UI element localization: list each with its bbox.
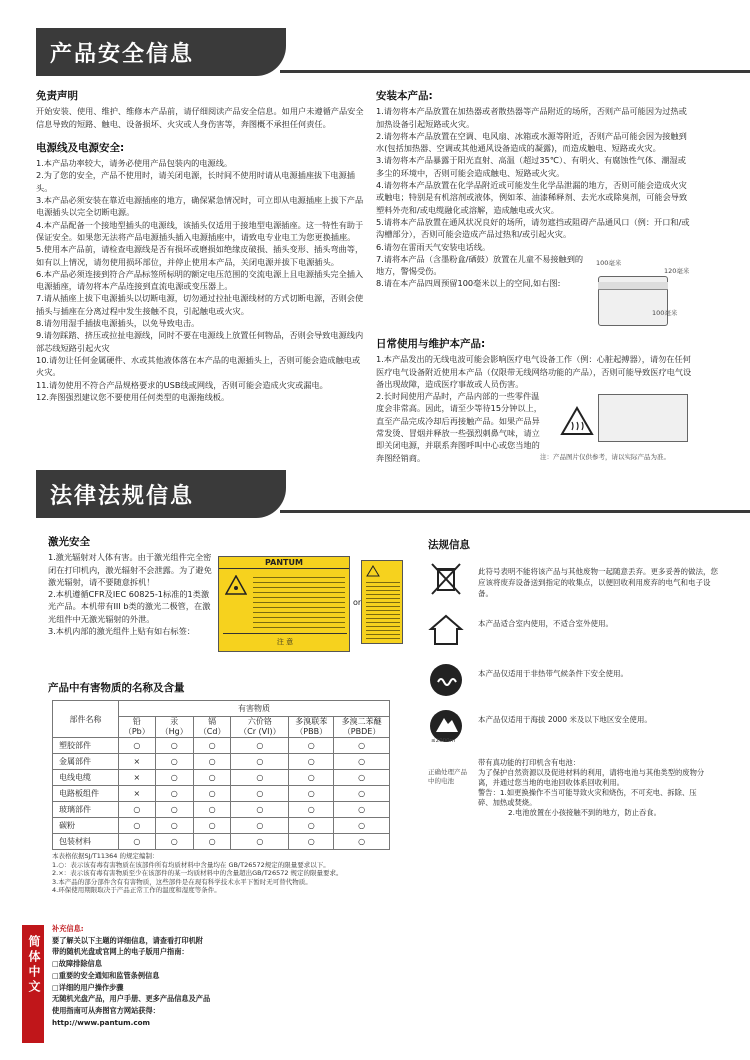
hazard-substance-symbol: （PBB）: [295, 727, 328, 736]
install-heading: 安装本产品:: [376, 90, 433, 102]
disclaimer-text: 开始安装、使用、维护、维修本产品前，请仔细阅读产品安全信息。如用户未遵循产品安全信息导致的短路、触电、设备损坏、火灾或人身伤害等，奔图概不承担任何责任。: [36, 106, 364, 129]
power-item: 11.请勿使用不符合产品规格要求的USB线或网线，否则可能会造成火灾或漏电。: [36, 379, 328, 390]
or-separator: or: [353, 598, 362, 607]
hazard-column-header: [231, 717, 289, 738]
hazard-note: 本表格依据SJ/T11364 的规定编制：: [52, 852, 159, 860]
hazard-value-cell: ○: [289, 834, 334, 850]
hazard-substance-symbol: （Hg）: [160, 727, 188, 736]
hazard-value-cell: ○: [193, 738, 231, 754]
power-item: 3.本产品必须安装在靠近电源插座的地方，确保紧急情况时，可立即从电源插座上拔下产品电源插头以完全切断电源。: [36, 195, 364, 218]
legal-section-banner: [36, 470, 286, 518]
altitude-icon-label: ≤2000m: [431, 738, 455, 744]
label-caution: 注 意: [223, 633, 347, 649]
daily-heading: 日常使用与维护本产品:: [376, 338, 486, 350]
part-name-cell: 玻璃部件: [53, 802, 119, 818]
hazard-value-cell: ○: [155, 802, 193, 818]
hazard-notes: [52, 852, 392, 895]
battery-text: 警告：1.如更换操作不当可能导致火灾和烧伤，不可充电、拆除、压碎、加热或焚烧。: [478, 788, 697, 807]
disclaimer-heading: 免责声明: [36, 90, 78, 102]
hazard-heading: 产品中有害物质的名称及含量: [48, 682, 185, 694]
laser-warning-label-alt: [361, 560, 403, 644]
part-name-cell: 金属部件: [53, 754, 119, 770]
regulation-weee: [428, 560, 718, 602]
battery-text: 带有真功能的打印机含有电池：: [478, 758, 581, 767]
website-link[interactable]: http://www.pantum.com: [52, 1017, 151, 1027]
hazard-value-cell: ○: [231, 786, 289, 802]
hazard-value-cell: ○: [231, 802, 289, 818]
hazard-value-cell: ○: [193, 770, 231, 786]
power-item: 12.奔图强烈建议您不要使用任何类型的电源拖线板。: [36, 391, 230, 402]
table-row: [53, 754, 390, 770]
regulation-indoor: [428, 612, 718, 654]
label-brand: PANTUM: [219, 557, 349, 569]
laser-warning-icon: [225, 575, 247, 595]
hazard-value-cell: ○: [231, 738, 289, 754]
hazard-value-cell: ○: [155, 770, 193, 786]
hazard-column-header: [334, 717, 390, 738]
install-item: 6.请勿在雷雨天气安装电话线。: [376, 241, 491, 252]
power-item: 5.使用本产品前，请检查电源线是否有损坏或磨损如绝缘皮破损、插头变形、插头弯曲等，如有以上情况，请勿使用损坏部位，并停止使用本产品，关闭电源并拔下电源插头。: [36, 244, 364, 267]
part-name-cell: 电线电缆: [53, 770, 119, 786]
power-item: 8.请勿用湿手插拔电源插头，以免导致电击。: [36, 318, 200, 329]
image-note: 注：产品图片仅供参考，请以实际产品为准。: [540, 453, 670, 461]
left-column-safety: [36, 86, 364, 403]
hazard-value-cell: ○: [334, 754, 390, 770]
hazard-value-cell: ○: [193, 818, 231, 834]
supplement-line: 要了解关以下主题的详细信息，请查看打印机附: [52, 935, 203, 945]
supplement-line: 无随机光盘产品，用户手册、更多产品信息及产品: [52, 994, 211, 1004]
regulation-altitude: [428, 708, 718, 750]
hazard-column-header: [193, 717, 231, 738]
hazard-note: 4.环保使用期限取决于产品正常工作的温度和湿度等条件。: [52, 886, 221, 894]
part-name-cell: 包装材料: [53, 834, 119, 850]
hazard-value-cell: ○: [334, 738, 390, 754]
power-item: 9.请勿踩踏、挤压或拉扯电源线，同时不要在电源线上放置任何物品，否则会导致电源线内部芯线短路引起火灾: [36, 330, 364, 353]
part-name-cell: 碳粉: [53, 818, 119, 834]
safety-section-banner: [36, 28, 286, 76]
regulations-heading: 法规信息: [428, 539, 470, 551]
supplement-block: [52, 923, 210, 1028]
regulation-text: 本产品适合室内使用，不适合室外使用。: [478, 619, 613, 628]
hazard-value-cell: ○: [231, 818, 289, 834]
supplement-line: □详细的用户操作步骤: [52, 982, 124, 992]
clearance-top-label: 100毫米: [596, 259, 622, 267]
section-divider: [280, 70, 750, 73]
hazard-header-row: [53, 701, 390, 717]
install-item: 5.请将本产品放置在通风状况良好的场所，请勿遮挡或阻碍产品通风口（例：开口和/或沟槽部分），否则可能会造成产品过热和/或引起火灾。: [376, 216, 690, 240]
hazard-value-cell: ○: [334, 802, 390, 818]
install-item: 3.请勿将本产品暴露于阳光直射、高温（超过35℃）、有明火、有腐蚀性气体、潮湿或多尘的环境中，否则可能会造成触电、短路或火灾。: [376, 155, 686, 178]
hazard-note: 1.○：表示该有毒有害物质在该部件所有均质材料中含量均在 GB/T26572规定的限量要求以下。: [52, 860, 330, 869]
table-row: [53, 738, 390, 754]
hazard-value-cell: ○: [231, 770, 289, 786]
climate-icon: [428, 662, 464, 698]
legal-section-title: 法律法规信息: [50, 484, 195, 509]
regulation-text: 本产品仅适用于非热带气候条件下安全使用。: [478, 669, 628, 678]
hazard-substance-symbol: （Pb）: [123, 727, 150, 736]
hazard-substance-symbol: （Cd）: [198, 727, 226, 736]
laser-heading: 激光安全: [48, 536, 90, 548]
install-item: 8.请在本产品四周预留100毫米以上的空间,如右图:: [376, 278, 561, 289]
section-divider: [280, 510, 750, 513]
hazard-value-cell: ○: [231, 754, 289, 770]
hazard-substance-symbol: （Cr (VI)）: [239, 727, 281, 736]
battery-text: 2.电池放置在小孩接触不到的地方，防止吞食。: [508, 808, 661, 817]
hot-surface-warning-icon: [560, 406, 594, 436]
clearance-side-label: 120毫米: [664, 267, 690, 275]
laser-item: 3.本机内部的激光组件上贴有如右标签：: [48, 626, 195, 637]
language-label: 简体中文: [27, 935, 41, 995]
table-row: [53, 770, 390, 786]
hazard-value-cell: ○: [289, 754, 334, 770]
hazard-value-cell: ○: [289, 802, 334, 818]
clearance-front-label: 100毫米: [652, 309, 678, 317]
laser-item: 1.激光辐射对人体有害。由于激光组件完全密闭在打印机内，激光辐射不会泄露。为了避免激光辐射，请不要随意拆机！: [48, 552, 212, 587]
hazard-value-cell: ○: [334, 818, 390, 834]
label-fine-print-alt: [366, 579, 400, 639]
laser-block: [48, 532, 216, 637]
hazard-value-cell: ○: [193, 786, 231, 802]
hazard-column-header: [119, 717, 156, 738]
hazard-value-cell: ○: [193, 754, 231, 770]
printer-tray: [598, 282, 668, 290]
regulation-text: 此符号表明不能将该产品与其他废物一起随意丢弃。更多妥善的做法，您应该将废弃设备送到指定的收集点，以便回收利用废弃的电气和电子设备。: [478, 567, 718, 598]
hazard-substance-name: 镉: [208, 717, 217, 726]
hazard-substance-name: 多溴联苯: [295, 717, 328, 726]
safety-section-title: 产品安全信息: [50, 42, 195, 67]
power-item: 6.本产品必须连接到符合产品标签所标明的额定电压范围的交流电源上且电源插头完全插入电源插座，请勿将本产品连接到直流电源或变压器上。: [36, 268, 364, 292]
hazard-substance-symbol: （PBDE）: [342, 727, 381, 736]
power-item: 7.请从插座上拔下电源插头以切断电源，切勿通过拉扯电源线材的方式切断电源，否则会使插头与插座在分离过程中发生接触不良，引起触电或火灾。: [36, 293, 364, 316]
battery-side-label: 正确处理产品中的电池: [428, 768, 467, 785]
supplement-line: □故障排除信息: [52, 959, 102, 969]
hot-surface-illustration: [558, 392, 692, 444]
hazard-column-header: [289, 717, 334, 738]
hazard-value-cell: ○: [289, 770, 334, 786]
daily-item: 2.长时间使用产品时，产品内部的一些零件温度会非常高。因此，请至少等待15分钟以上，直至产品完成冷却后再接触产品。如果产品异常发烫、冒烟并释放一些强烈刺鼻气味，请立即关闭电源，并联系奔图呼叫中心或您当地的奔图经销商。: [376, 391, 542, 463]
hazard-value-cell: ○: [119, 738, 156, 754]
hazard-group-header: 有害物质: [119, 701, 390, 717]
supplement-line: 使用指南可从奔图官方网站获得：: [52, 1005, 160, 1015]
hazard-value-cell: ○: [155, 786, 193, 802]
clearance-diagram: [590, 258, 700, 338]
part-name-cell: 电路板组件: [53, 786, 119, 802]
hazard-substance-name: 多溴二苯醚: [341, 717, 382, 726]
house-icon: [428, 612, 464, 648]
hazard-value-cell: ○: [334, 786, 390, 802]
hazard-substance-name: 六价铬: [247, 717, 272, 726]
daily-item: 1.本产品发出的无线电波可能会影响医疗电气设备工作（例：心脏起搏器），请勿在任何医疗电气设备附近使用本产品（仅限带无线网络功能的产品），否则可能导致医疗电气设备出现故障，造成医疗事故或人员伤害。: [376, 354, 692, 389]
table-row: [53, 786, 390, 802]
hazard-value-cell: ○: [119, 818, 156, 834]
crossed-bin-icon: [428, 560, 464, 596]
hazard-substance-name: 铅: [132, 717, 141, 726]
hazard-value-cell: ○: [334, 834, 390, 850]
hazard-substance-name: 汞: [170, 717, 179, 726]
hazard-value-cell: ○: [155, 818, 193, 834]
part-name-cell: 塑胶部件: [53, 738, 119, 754]
hazard-note: 3.本产品的部分部件含有有害物质，这些部件是在现有科学技术水平下暂时无可替代物质。: [52, 877, 312, 886]
supplement-line: □重要的安全通知和监管条例信息: [52, 970, 160, 980]
regulation-text: 本产品仅适用于海拔 2000 米及以下地区安全使用。: [478, 715, 652, 724]
hazard-table: [52, 700, 390, 850]
hazard-value-cell: ○: [334, 770, 390, 786]
power-item: 10.请勿让任何金属硬件、水或其他液体落在本产品的电源插头上，否则可能会造成触电或火灾。: [36, 354, 361, 378]
hazard-body: [53, 738, 390, 850]
laser-warning-icon-small: [366, 565, 380, 577]
hazard-value-cell: ○: [289, 738, 334, 754]
hazard-value-cell: ○: [231, 834, 289, 850]
laser-warning-label: [218, 556, 350, 652]
hazard-value-cell: ○: [289, 786, 334, 802]
hazard-value-cell: ○: [119, 802, 156, 818]
battery-text: 为了保护自然资源以及促进材料的利用，请将电池与其他类型的废物分离，并通过您当地的电池回收体系回收利用。: [478, 768, 705, 787]
hazard-value-cell: ○: [119, 834, 156, 850]
power-item: 4.本产品配备一个接地型插头的电源线，该插头仅适用于接地型电源插座。这一特性有助于保证安全。如果您无法将产品电源插头插入电源插座中，请致电专业电工为您更换插座。: [36, 219, 364, 242]
install-item: 2.请勿将本产品放置在空调、电风扇、冰箱或水源等附近，否则产品可能会因为接触到水(包括加热器、空调或其他通风设备造成的凝露)，而造成触电、短路或火灾。: [376, 130, 687, 154]
regulation-climate: [428, 662, 718, 704]
table-row: [53, 834, 390, 850]
supplement-line: 带的随机光盘或官网上的电子版用户指南：: [52, 947, 189, 957]
hazard-value-cell: ○: [155, 834, 193, 850]
language-sidebar: [22, 925, 44, 1043]
supplement-title: 补充信息:: [52, 924, 84, 933]
hazard-column-header: [155, 717, 193, 738]
hazard-value-cell: ○: [155, 738, 193, 754]
hazard-value-cell: ○: [193, 834, 231, 850]
hazard-value-cell: ×: [119, 786, 156, 802]
power-item: 1.本产品功率较大，请务必使用产品包装内的电源线。: [36, 158, 233, 169]
install-item: 1.请勿将本产品放置在加热器或者散热器等产品附近的场所，否则产品可能因为过热或加热设备引起短路或火灾。: [376, 106, 687, 129]
label-fine-print: [253, 573, 345, 629]
power-heading: 电源线及电源安全:: [36, 141, 125, 154]
hazard-value-cell: ○: [155, 754, 193, 770]
battery-block: [478, 758, 710, 818]
hazard-value-cell: ○: [289, 818, 334, 834]
printer-open-illustration: [598, 394, 688, 442]
table-row: [53, 818, 390, 834]
hazard-value-cell: ×: [119, 770, 156, 786]
hazard-value-cell: ×: [119, 754, 156, 770]
hazard-note: 2.×：表示该有毒有害物质至少在该部件的某一均质材料中的含量超出GB/T26572 规定的限量要求。: [52, 869, 343, 877]
laser-item: 2.本机遵循CFR及IEC 60825-1标准的1类激光产品。本机带有III b类的激光二极管，在激光组件中无激光辐射的外泄。: [48, 589, 211, 624]
table-row: [53, 802, 390, 818]
part-header: 部件名称: [53, 701, 119, 738]
hazard-value-cell: ○: [193, 802, 231, 818]
power-item: 2.为了您的安全，产品不使用时，请关闭电源，长时间不使用时请从电源插座拔下电源插头。: [36, 170, 355, 193]
install-item: 7.请将本产品（含墨粉盒/硒鼓）放置在儿童不易接触到的地方，警惕受伤。: [376, 253, 584, 277]
install-item: 4.请勿将本产品放置在化学品附近或可能发生化学品泄漏的地方，否则可能会造成火灾或触电；特别是有机溶剂或液体，例如苯、油漆稀释剂、去光水或除臭剂，可能会导致塑料外壳和/或电缆融化或溶解，造成触电或火灾。: [376, 180, 688, 215]
